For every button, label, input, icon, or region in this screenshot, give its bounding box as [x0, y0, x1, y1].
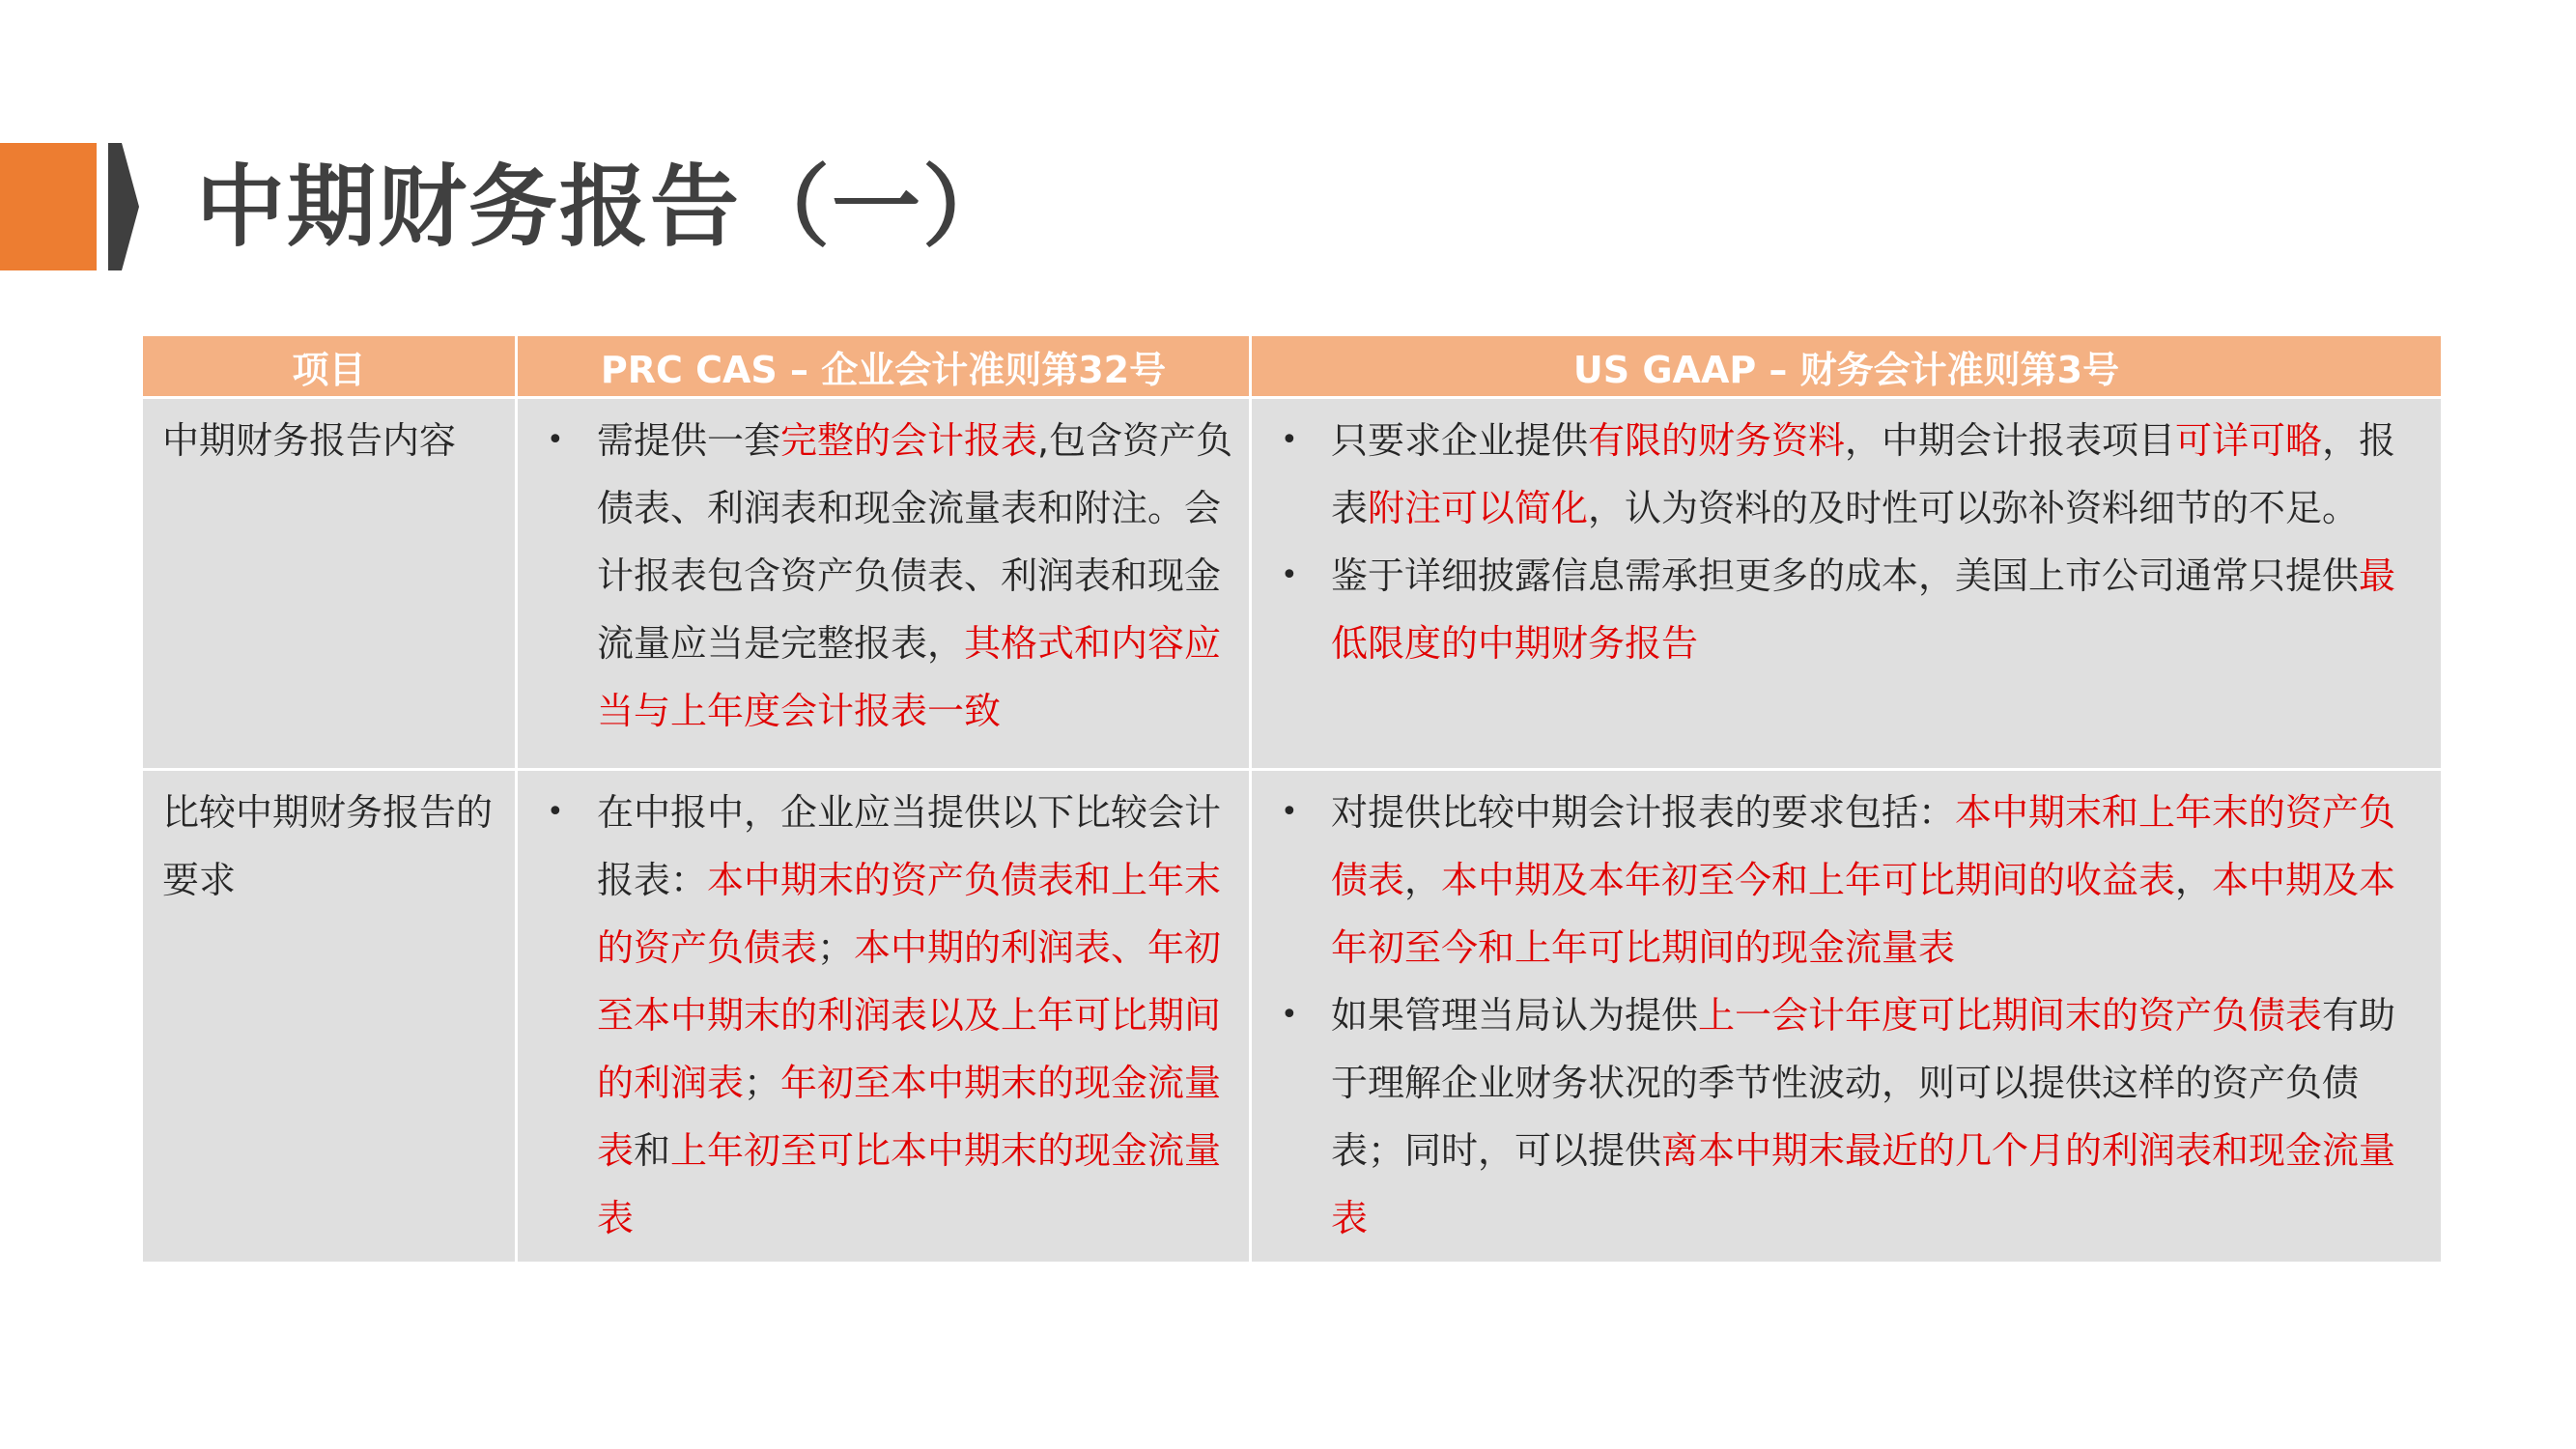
- text-segment: ,包含资产负债表、利润表和现金流量表和附注。会计报表包含资产负债表、利润表和现金流量应当是完整报表，: [597, 419, 1233, 665]
- text-segment: 在中报中，企业应当提供以下比较会计报表：: [597, 791, 1222, 901]
- text-segment: ，: [2175, 859, 2213, 901]
- table-row: [142, 770, 2443, 1264]
- column-header-prc-cas: PRC CAS – 企业会计准则第32号: [517, 335, 1251, 398]
- text-segment: ，: [1404, 859, 1442, 901]
- text-segment: 只要求企业提供: [1331, 419, 1589, 462]
- highlighted-text: 有限的财务资料: [1588, 419, 1846, 462]
- highlighted-text: 完整的会计报表: [780, 419, 1038, 462]
- row-item-cell: [142, 770, 517, 1264]
- prc-cell: [517, 770, 1251, 1264]
- column-header-us-gaap: US GAAP – 财务会计准则第3号: [1251, 335, 2443, 398]
- chevron-right-icon: [108, 143, 139, 270]
- text-segment: 和: [634, 1129, 671, 1172]
- highlighted-text: 可详可略: [2175, 419, 2323, 462]
- accent-block: [0, 143, 97, 270]
- text-segment: ，认为资料的及时性可以弥补资料细节的不足。: [1588, 487, 2360, 529]
- comparison-table: [140, 333, 2444, 1264]
- bullet-item: [1252, 981, 2429, 1252]
- highlighted-text: 离本中期末最近的几个月的利润表和现金流量表: [1331, 1129, 2396, 1239]
- bullet-item: [518, 407, 1237, 745]
- prc-bullet-list: [518, 771, 1249, 1252]
- highlighted-text: 本中期及本年初至今和上年可比期间的收益表: [1441, 859, 2176, 901]
- us-cell: [1251, 398, 2443, 770]
- text-segment: ；: [744, 1062, 781, 1104]
- highlighted-text: 附注可以简化: [1368, 487, 1589, 529]
- highlighted-text: 本中期末的资产负债表和上年末的资产负债表: [597, 859, 1222, 969]
- highlighted-text: 上一会计年度可比期间末的资产负债表: [1698, 994, 2323, 1037]
- page-title: 中期财务报告（一）: [196, 156, 1014, 259]
- highlighted-text: 本中期的利润表、年初至本中期末的利润表以及上年可比期间的利润表: [597, 926, 1222, 1104]
- text-segment: ，报表: [1331, 419, 2396, 529]
- prc-cell: [517, 398, 1251, 770]
- text-segment: 鉴于详细披露信息需承担更多的成本，美国上市公司通常只提供: [1331, 554, 2360, 597]
- highlighted-text: 本中期及本年初至今和上年可比期间的现金流量表: [1331, 859, 2396, 969]
- bullet-item: [1252, 779, 2429, 981]
- highlighted-text: 本中期末和上年末的资产负债表: [1331, 791, 2396, 901]
- bullet-item: [518, 779, 1237, 1252]
- table-row: [142, 398, 2443, 770]
- text-segment: 如果管理当局认为提供: [1331, 994, 1699, 1037]
- row-item-cell: [142, 398, 517, 770]
- us-bullet-list: [1252, 771, 2441, 1252]
- column-header-item: 项目: [142, 335, 517, 398]
- text-segment: ；: [817, 926, 855, 969]
- text-segment: ，中期会计报表项目: [1845, 419, 2176, 462]
- table-header-row: [142, 335, 2443, 398]
- text-segment: 对提供比较中期会计报表的要求包括：: [1331, 791, 1956, 834]
- bullet-item: [1252, 407, 2429, 542]
- highlighted-text: 最低限度的中期财务报告: [1331, 554, 2396, 665]
- prc-bullet-list: [518, 399, 1249, 745]
- bullet-item: [1252, 542, 2429, 677]
- row-item-label: 中期财务报告内容: [162, 419, 457, 462]
- highlighted-text: 上年初至可比本中期末的现金流量表: [597, 1129, 1222, 1239]
- us-cell: [1251, 770, 2443, 1264]
- us-bullet-list: [1252, 399, 2441, 677]
- text-segment: 有助于理解企业财务状况的季节性波动，则可以提供这样的资产负债表；同时，可以提供: [1331, 994, 2396, 1172]
- highlighted-text: 其格式和内容应当与上年度会计报表一致: [597, 622, 1222, 732]
- text-segment: 需提供一套: [597, 419, 781, 462]
- row-item-label: 比较中期财务报告的要求: [162, 791, 494, 901]
- highlighted-text: 年初至本中期末的现金流量表: [597, 1062, 1222, 1172]
